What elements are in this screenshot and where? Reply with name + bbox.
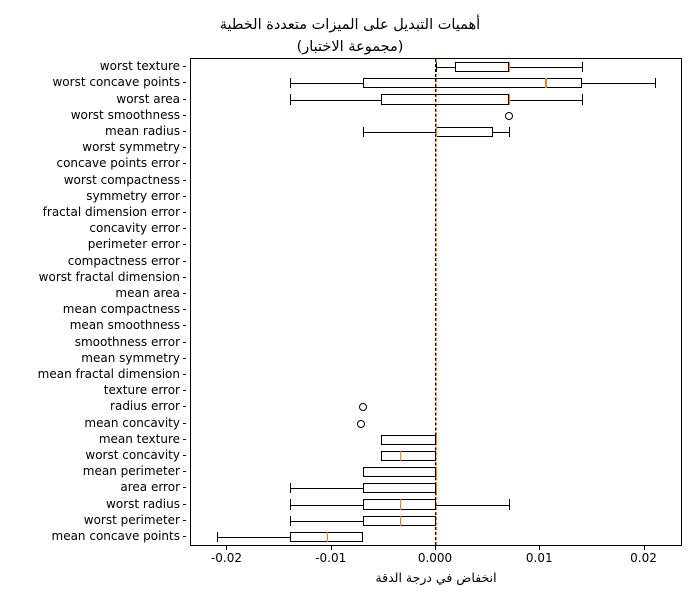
y-tick-label: concavity error: [89, 221, 180, 236]
y-tick-label: mean compactness: [62, 302, 180, 317]
y-tick-mark: [183, 374, 187, 375]
whisker-cap-low: [290, 499, 291, 509]
y-axis-tick-labels: [0, 58, 186, 546]
x-axis-title: انخفاض في درجة الدقة: [375, 570, 497, 585]
y-tick-mark: [183, 487, 187, 488]
box: [455, 62, 509, 72]
y-tick-mark: [183, 66, 187, 67]
y-tick-label: worst texture: [99, 59, 180, 74]
y-tick-mark: [183, 99, 187, 100]
y-tick-mark: [183, 261, 187, 262]
outlier-marker: [359, 403, 367, 411]
y-tick-label: worst smoothness: [70, 107, 180, 122]
y-tick-label: worst area: [116, 91, 180, 106]
whisker-cap-low: [217, 532, 218, 542]
whisker-high: [493, 132, 509, 133]
whisker-cap-low: [290, 78, 291, 88]
y-tick-mark: [183, 406, 187, 407]
whisker-cap-high: [509, 499, 510, 509]
y-tick-label: radius error: [110, 399, 180, 414]
median-line: [400, 516, 401, 526]
x-tick-label: 0.01: [525, 551, 553, 565]
y-tick-label: worst perimeter: [83, 512, 180, 527]
y-tick-label: worst symmetry: [82, 140, 180, 155]
y-tick-mark: [183, 342, 187, 343]
y-tick-mark: [183, 504, 187, 505]
y-tick-label: mean symmetry: [81, 350, 180, 365]
chart-title-line-2: (مجموعة الاختبار): [296, 39, 404, 55]
whisker-high: [509, 67, 582, 68]
x-tick-label: 0.000: [417, 551, 453, 565]
y-tick-mark: [183, 520, 187, 521]
whisker-cap-high: [582, 62, 583, 72]
whisker-high: [436, 505, 509, 506]
median-line: [400, 451, 401, 461]
y-tick-mark: [183, 277, 187, 278]
y-tick-mark: [183, 309, 187, 310]
y-tick-label: mean concavity: [84, 415, 180, 430]
box: [381, 451, 436, 461]
whisker-cap-low: [290, 516, 291, 526]
y-tick-label: smoothness error: [74, 334, 180, 349]
y-tick-label: worst compactness: [63, 172, 180, 187]
whisker-cap-low: [290, 94, 291, 104]
whisker-cap-high: [582, 94, 583, 104]
y-tick-mark: [183, 455, 187, 456]
y-tick-label: worst concave points: [52, 75, 180, 90]
y-tick-label: worst concavity: [85, 447, 180, 462]
box: [363, 467, 436, 477]
y-tick-label: concave points error: [56, 156, 180, 171]
y-tick-label: mean smoothness: [69, 318, 180, 333]
whisker-low: [290, 83, 363, 84]
y-tick-mark: [183, 147, 187, 148]
box: [363, 483, 436, 493]
y-tick-label: worst radius: [106, 496, 180, 511]
y-tick-mark: [183, 325, 187, 326]
whisker-cap-high: [655, 78, 656, 88]
chart-title: [0, 14, 700, 58]
y-tick-label: texture error: [103, 383, 180, 398]
y-tick-label: compactness error: [67, 253, 180, 268]
whisker-high: [582, 83, 655, 84]
y-tick-label: area error: [120, 480, 180, 495]
x-tick-mark: [331, 546, 332, 550]
whisker-high: [509, 100, 582, 101]
whisker-low: [290, 521, 363, 522]
median-line: [436, 435, 437, 445]
x-tick-label: 0.02: [630, 551, 657, 565]
y-tick-label: worst fractal dimension: [38, 269, 180, 284]
whisker-low: [290, 488, 363, 489]
box: [381, 94, 509, 104]
median-line: [509, 62, 510, 72]
y-tick-label: mean concave points: [51, 528, 180, 543]
y-tick-label: mean radius: [105, 123, 180, 138]
whisker-low: [436, 67, 455, 68]
median-line: [436, 467, 437, 477]
y-tick-label: mean fractal dimension: [37, 366, 180, 381]
whisker-cap-low: [436, 62, 437, 72]
y-tick-mark: [183, 196, 187, 197]
y-tick-label: mean area: [115, 285, 180, 300]
y-tick-mark: [183, 163, 187, 164]
y-tick-label: fractal dimension error: [42, 204, 180, 219]
median-line: [545, 78, 546, 88]
median-line: [509, 94, 510, 104]
whisker-low: [290, 505, 363, 506]
box: [363, 78, 582, 88]
x-tick-mark: [644, 546, 645, 550]
x-tick-mark: [539, 546, 540, 550]
x-tick-label: -0.01: [315, 551, 347, 565]
y-tick-label: mean perimeter: [82, 464, 180, 479]
y-tick-mark: [183, 358, 187, 359]
median-line: [436, 483, 437, 493]
x-tick-label: -0.02: [210, 551, 243, 565]
y-tick-label: mean texture: [98, 431, 180, 446]
y-tick-mark: [183, 536, 187, 537]
y-tick-mark: [183, 82, 187, 83]
y-tick-mark: [183, 390, 187, 391]
median-line: [436, 127, 437, 137]
y-tick-mark: [183, 115, 187, 116]
y-tick-label: symmetry error: [86, 188, 180, 203]
whisker-low: [217, 537, 290, 538]
x-tick-mark: [226, 546, 227, 550]
y-tick-mark: [183, 228, 187, 229]
y-tick-mark: [183, 293, 187, 294]
y-tick-mark: [183, 471, 187, 472]
whisker-low: [290, 100, 381, 101]
y-tick-mark: [183, 180, 187, 181]
whisker-cap-high: [509, 127, 510, 137]
chart-title-line-1: أهميات التبديل على الميزات متعددة الخطية: [219, 17, 481, 33]
median-line: [327, 532, 328, 542]
whisker-cap-low: [363, 127, 364, 137]
y-tick-mark: [183, 131, 187, 132]
y-tick-mark: [183, 439, 187, 440]
outlier-marker: [357, 420, 365, 428]
whisker-low: [363, 132, 436, 133]
y-tick-mark: [183, 212, 187, 213]
median-line: [400, 499, 401, 509]
x-tick-mark: [435, 546, 436, 550]
y-tick-mark: [183, 244, 187, 245]
whisker-cap-low: [290, 483, 291, 493]
y-tick-mark: [183, 423, 187, 424]
outlier-marker: [505, 112, 513, 120]
plot-area: [190, 58, 682, 546]
x-axis-tick-labels: [190, 546, 682, 566]
box: [436, 127, 493, 137]
box: [381, 435, 436, 445]
y-tick-label: perimeter error: [87, 237, 180, 252]
